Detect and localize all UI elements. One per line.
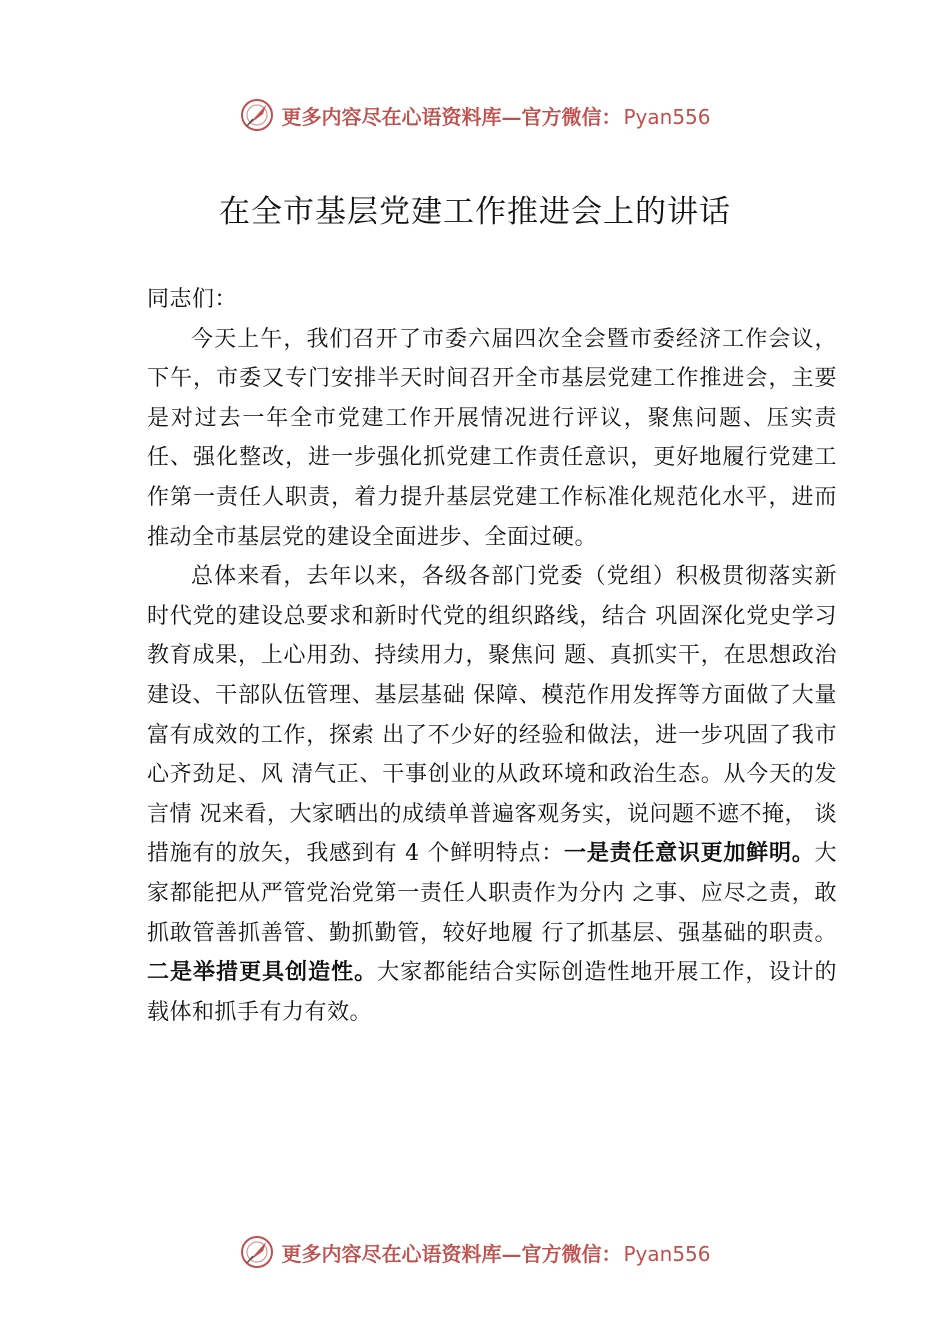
document-body bbox=[147, 280, 837, 1032]
paragraph-2 bbox=[147, 557, 837, 1032]
watermark-text: 更多内容尽在心语资料库—官方微信： Pyan556 bbox=[281, 104, 711, 129]
quill-logo-icon bbox=[239, 1234, 275, 1270]
document-title: 在全市基层党建工作推进会上的讲话 bbox=[219, 194, 731, 230]
watermark-wechat-id: Pyan556 bbox=[623, 1241, 711, 1266]
paragraph-2-text-c: 大家都能结合实际创造性地开展工作，设计的载体和抓手有力有效。 bbox=[147, 960, 837, 1025]
point-two-heading: 二是举措更具创造性。 bbox=[147, 959, 378, 986]
paragraph-1: 今天上午，我们召开了市委六届四次全会暨市委经济工作会议，下午，市委又专门安排半天时间召开全市基层党建工作推进会，主要是对过去一年全市党建工作开展情况进行评议，聚焦问题、压实责任、强化整改，进一步强化抓党建工作责任意识，更好地履行党建工作第一责任人职责，着力提升基层党建工作标准化规范化水平，进而推动全市基层党的建设全面进步、全面过硬。 bbox=[147, 326, 837, 550]
paragraph-2-text-a: 总体来看，去年以来，各级各部门党委（党组）积极贯彻落实新时代党的建设总要求和新时代党的组织路线，结合 巩固深化党史学习教育成果，上心用劲、持续用力，聚焦问 题、真抓实干，在思想政治建设、干部队伍管理、基层基础 保障、模范作用发挥等方面做了大量富有成效的工作，探索 出了不少好的经验和做法，进一步巩固了我市心齐劲足、风 清气正、干事创业的从政环境和政治生态。从今天的发言情 况来看，大家晒出的成绩单普遍客观务实，说问题不遮不掩， 谈措施有的放矢，我感到有 4 个鲜明特点： bbox=[147, 564, 837, 867]
salutation: 同志们： bbox=[147, 287, 238, 312]
watermark-text: 更多内容尽在心语资料库—官方微信： Pyan556 bbox=[281, 1241, 711, 1266]
point-one-heading: 一是责任意识更加鲜明。 bbox=[564, 840, 815, 867]
paragraph-2-text-b: 大家都能把从严管党治党第一责任人职责作为分内 之事、应尽之责，敢抓敢管善抓善管、勤抓勤管，较好地履 行了抓基层、强基础的职责。 bbox=[147, 841, 837, 946]
watermark-header bbox=[0, 95, 950, 135]
watermark-wechat-id: Pyan556 bbox=[623, 104, 711, 129]
quill-logo-icon bbox=[239, 97, 275, 133]
watermark-footer bbox=[0, 1232, 950, 1272]
